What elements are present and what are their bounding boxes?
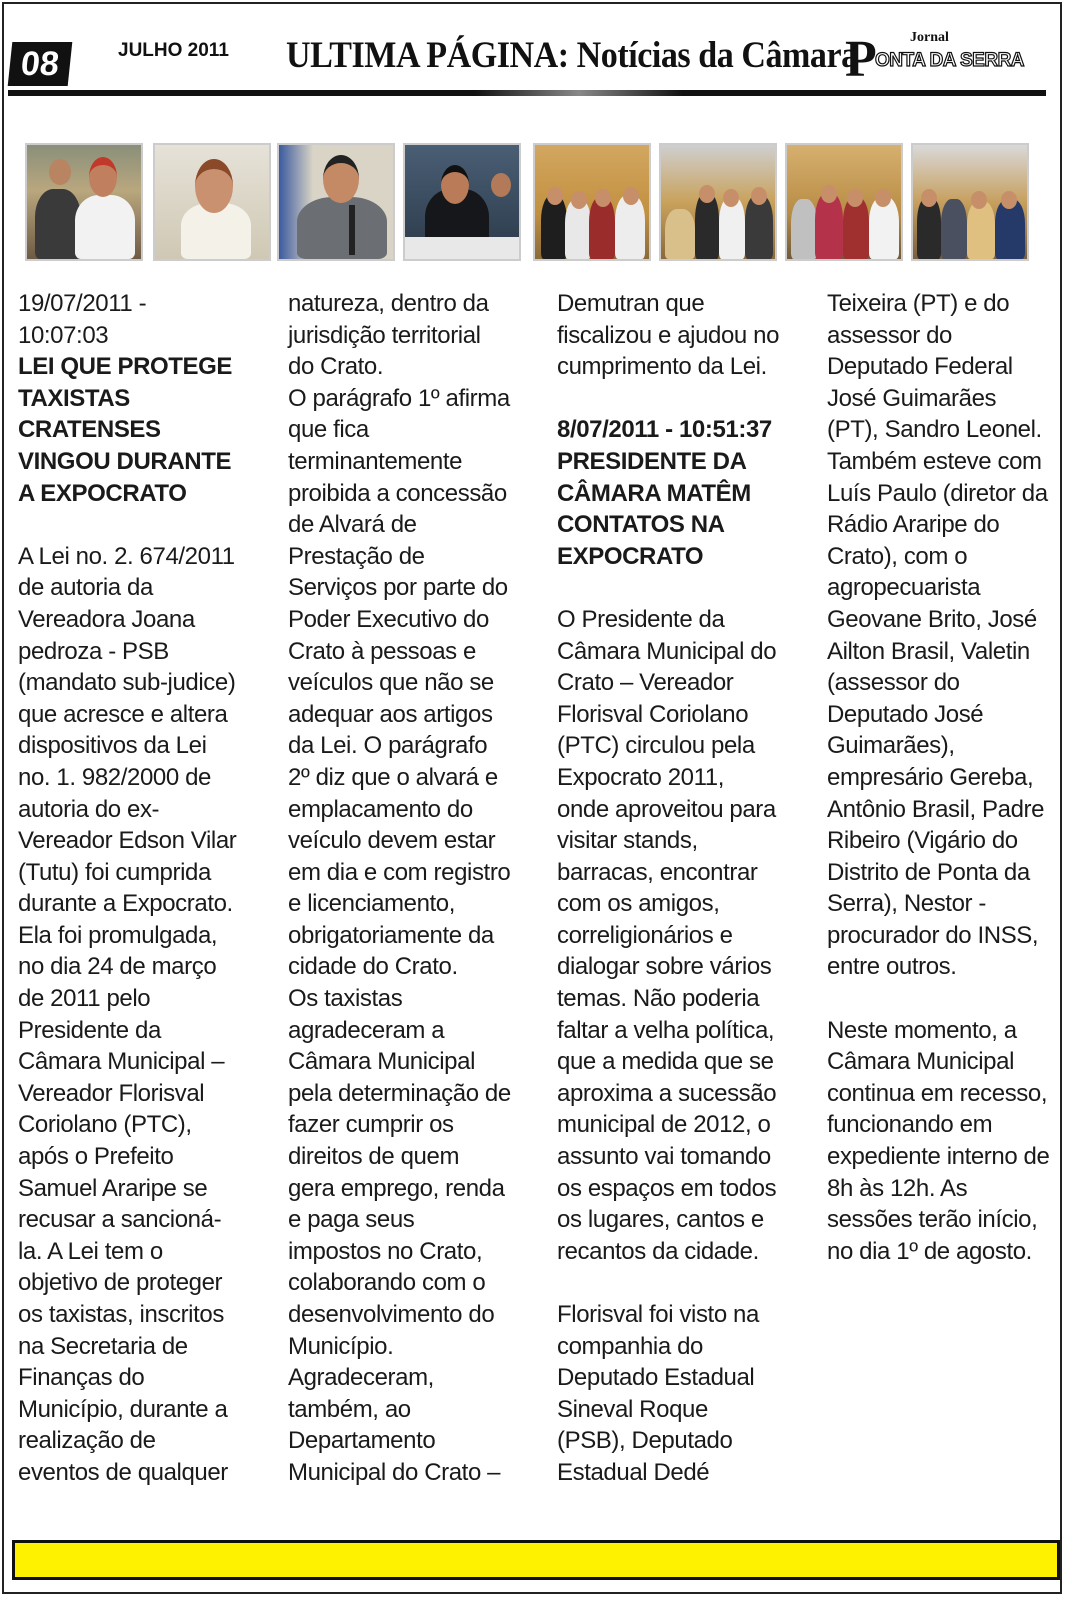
logo-name: ONTA DA SERRA <box>875 50 1025 71</box>
article-text-line: O parágrafo 1º afirma <box>288 384 510 412</box>
article-text-line: funcionando em <box>827 1111 993 1139</box>
article-text-line: emplacamento do <box>288 795 473 823</box>
article-text-line: Neste momento, a <box>827 1016 1017 1044</box>
paragraph-gap <box>557 1267 807 1299</box>
article-heading-line: LEI QUE PROTEGE <box>18 353 233 381</box>
article-text-line: temas. Não poderia <box>557 985 760 1013</box>
newspaper-logo <box>845 30 1025 90</box>
article-text-line: com os amigos, <box>557 890 720 918</box>
article-text-line: correligionários e <box>557 921 733 949</box>
logo-jornal-label: Jornal <box>910 30 949 45</box>
article-text-line: Também esteve com <box>827 447 1042 475</box>
article-text-line: (Tutu) foi cumprida <box>18 858 211 886</box>
article-heading-line: EXPOCRATO <box>557 542 704 570</box>
article-text-line: direitos de quem <box>288 1143 460 1171</box>
article-text-line: veículos que não se <box>288 669 494 697</box>
article-text-line: Câmara Municipal do <box>557 637 777 665</box>
article-text-line: em dia e com registro <box>288 858 511 886</box>
article-text-line: Vereador Florisval <box>18 1079 205 1107</box>
article-text-line: Geovane Brito, José <box>827 605 1037 633</box>
footer-bar <box>12 1540 1060 1580</box>
photo-group-at-stand <box>911 143 1029 261</box>
photo-group-at-stand <box>659 143 777 261</box>
article-text-line: Câmara Municipal <box>288 1048 476 1076</box>
article-text-line: Departamento <box>288 1427 436 1455</box>
article-text-line: continua em recesso, <box>827 1079 1048 1107</box>
article-text-line: Teixeira (PT) e do <box>827 290 1010 317</box>
article-text-line: gera emprego, renda <box>288 1174 505 1202</box>
article-text-line: de autoria da <box>18 574 153 602</box>
article-text-line: que acresce e altera <box>18 700 228 728</box>
article-text-line: do Crato. <box>288 353 384 381</box>
article-text-line: municipal de 2012, o <box>557 1111 771 1139</box>
article-text-line: 2º diz que o alvará e <box>288 763 498 791</box>
header-rule <box>8 90 1046 96</box>
article-text-line: Florisval foi visto na <box>557 1301 759 1328</box>
article-text-line: Sineval Roque <box>557 1395 708 1423</box>
article-text-line: Presidente da <box>18 1016 161 1044</box>
article-text-line: onde aproveitou para <box>557 795 776 823</box>
issue-date: JULHO 2011 <box>118 40 229 61</box>
article-text-line: adequar aos artigos <box>288 700 493 728</box>
article-text-line: Os taxistas <box>288 985 403 1013</box>
article-text-line: recantos da cidade. <box>557 1237 759 1265</box>
paragraph-gap <box>827 983 1068 1015</box>
article-text-line: cumprimento da Lei. <box>557 353 767 381</box>
article-text-line: barracas, encontrar <box>557 858 758 886</box>
paragraph-gap <box>557 383 807 415</box>
article-text-line: obrigatoriamente da <box>288 921 494 949</box>
article-text-line: jurisdição territorial <box>288 321 481 349</box>
article-text-line: desenvolvimento do <box>288 1301 495 1328</box>
photo-strip <box>25 143 1045 261</box>
article-text-line: Serra), Nestor - <box>827 890 986 918</box>
article-text-line: aproxima a sucessão <box>557 1079 777 1107</box>
paragraph-gap <box>18 509 268 541</box>
article-text-line: Ela foi promulgada, <box>18 921 218 949</box>
article-text-line: (assessor do <box>827 669 960 697</box>
article-text-line: Serviços por parte do <box>288 574 508 602</box>
page-number: 08 <box>8 42 73 86</box>
article-heading-line: VINGOU DURANTE <box>18 447 232 475</box>
article-heading-line: CRATENSES <box>18 416 161 444</box>
article-text-line: Coriolano (PTC), <box>18 1111 192 1139</box>
article-text-line: de Alvará de <box>288 511 417 539</box>
article-text-line: Deputado José <box>827 700 984 728</box>
article-text-line: Município, durante a <box>18 1395 228 1423</box>
article-text-line: pela determinação de <box>288 1079 511 1107</box>
article-text-line: Deputado Estadual <box>557 1364 755 1392</box>
article-text-line: A Lei no. 2. 674/2011 <box>18 542 235 570</box>
paragraph-gap <box>557 572 807 604</box>
article-text-line: os espaços em todos <box>557 1174 777 1202</box>
article-text-line: no. 1. 982/2000 de <box>18 763 211 791</box>
article-text-line: Vereadora Joana <box>18 605 195 633</box>
article-text-line: colaborando com o <box>288 1269 486 1297</box>
article-text-line: Antônio Brasil, Padre <box>827 795 1045 823</box>
article-text-line: dispositivos da Lei <box>18 732 207 760</box>
article-heading-line: A EXPOCRATO <box>18 479 187 507</box>
article-text-line: Câmara Municipal <box>827 1048 1015 1076</box>
article-text-line: (PT), Sandro Leonel. <box>827 416 1042 444</box>
article-text-line: Câmara Municipal – <box>18 1048 225 1076</box>
photo-man-speaking-at-microphone <box>277 143 395 261</box>
article-text-line: José Guimarães <box>827 384 997 412</box>
article-text-line: (PSB), Deputado <box>557 1427 733 1455</box>
article-text-line: recusar a sancioná- <box>18 1206 222 1234</box>
article-column-1 <box>18 288 268 1489</box>
article-text-line: Expocrato 2011, <box>557 763 725 791</box>
article-text-line: agradeceram a <box>288 1016 445 1044</box>
article-text-line: Florisval Coriolano <box>557 700 749 728</box>
article-text-line: e paga seus <box>288 1206 415 1234</box>
article-text-line: Rádio Araripe do <box>827 511 1000 539</box>
article-text-line: natureza, dentro da <box>288 290 489 317</box>
article-text-line: Poder Executivo do <box>288 605 489 633</box>
article-text-line: Agradeceram, <box>288 1364 434 1392</box>
article-text-line: 19/07/2011 - <box>18 290 147 317</box>
article-text-line: no dia 24 de março <box>18 953 217 981</box>
page-headline: ULTIMA PÁGINA: Notícias da Câmara <box>286 35 858 76</box>
article-text-line: assunto vai tomando <box>557 1143 771 1171</box>
photo-group-at-stand <box>533 143 651 261</box>
article-text-line: Municipal do Crato – <box>288 1458 501 1486</box>
article-text-line: faltar a velha política, <box>557 1016 775 1044</box>
article-text-line: Luís Paulo (diretor da <box>827 479 1048 507</box>
article-text-line: Demutran que <box>557 290 705 317</box>
article-text-line: entre outros. <box>827 953 957 981</box>
article-text-line: após o Prefeito <box>18 1143 174 1171</box>
article-text-line: autoria do ex- <box>18 795 160 823</box>
logo-initial: P <box>845 31 877 88</box>
photo-group-at-stand <box>785 143 903 261</box>
article-text-line: cidade do Crato. <box>288 953 458 981</box>
article-text-line: Ribeiro (Vigário do <box>827 827 1018 855</box>
article-text-line: assessor do <box>827 321 952 349</box>
article-text-line: pedroza - PSB <box>18 637 169 665</box>
article-heading-line: CÂMARA MATÊM <box>557 479 751 507</box>
article-text-line: companhia do <box>557 1332 703 1360</box>
article-text-line: realização de <box>18 1427 156 1455</box>
article-text-line: terminantemente <box>288 447 463 475</box>
photo-two-women-at-desk <box>25 143 143 261</box>
article-text-line: objetivo de proteger <box>18 1269 223 1297</box>
article-text-line: sessões terão início, <box>827 1206 1038 1234</box>
article-text-line: que fica <box>288 416 369 444</box>
article-text-line: que a medida que se <box>557 1048 774 1076</box>
article-text-line: os lugares, cantos e <box>557 1206 764 1234</box>
article-text-line: Prestação de <box>288 542 425 570</box>
article-text-line: dialogar sobre vários <box>557 953 772 981</box>
article-text-line: no dia 1º de agosto. <box>827 1237 1032 1265</box>
article-text-line: durante a Expocrato. <box>18 890 233 918</box>
article-text-line: Estadual Dedé <box>557 1458 710 1486</box>
article-text-line: e licenciamento, <box>288 890 456 918</box>
article-column-4 <box>827 288 1068 1267</box>
article-text-line: proibida a concessão <box>288 479 507 507</box>
article-text-line: 10:07:03 <box>18 321 109 349</box>
article-text-line: Crato), com o <box>827 542 968 570</box>
article-text-line: Crato – Vereador <box>557 669 734 697</box>
article-text-line: Crato à pessoas e <box>288 637 476 665</box>
article-text-line: Guimarães), <box>827 732 955 760</box>
article-text-line: na Secretaria de <box>18 1332 188 1360</box>
article-text-line: agropecuarista <box>827 574 981 602</box>
article-text-line: procurador do INSS, <box>827 921 1039 949</box>
article-heading-line: TAXISTAS <box>18 384 130 412</box>
article-text-line: Município. <box>288 1332 394 1360</box>
article-heading-line: 8/07/2011 - 10:51:37 <box>557 416 772 444</box>
article-text-line: impostos no Crato, <box>288 1237 483 1265</box>
photo-woman-portrait <box>153 143 271 261</box>
article-text-line: Finanças do <box>18 1364 145 1392</box>
article-text-line: de 2011 pelo <box>18 985 151 1013</box>
article-text-line: (mandato sub-judice) <box>18 669 236 697</box>
article-text-line: empresário Gereba, <box>827 763 1034 791</box>
article-text-line: também, ao <box>288 1395 411 1423</box>
article-text-line: Samuel Araripe se <box>18 1174 208 1202</box>
article-text-line: 8h às 12h. As <box>827 1174 968 1202</box>
article-text-line: eventos de qualquer <box>18 1458 228 1486</box>
article-text-line: Vereador Edson Vilar <box>18 827 237 855</box>
article-text-line: Distrito de Ponta da <box>827 858 1030 886</box>
article-text-line: veículo devem estar <box>288 827 496 855</box>
article-text-line: visitar stands, <box>557 827 698 855</box>
article-text-line: os taxistas, inscritos <box>18 1301 224 1328</box>
article-text-line: la. A Lei tem o <box>18 1237 163 1265</box>
article-text-line: Ailton Brasil, Valetin <box>827 637 1030 665</box>
article-column-2 <box>288 288 538 1489</box>
photo-man-in-suit-at-table <box>403 143 521 261</box>
article-text-line: fiscalizou e ajudou no <box>557 321 780 349</box>
article-text-line: expediente interno de <box>827 1143 1050 1171</box>
article-text-line: Deputado Federal <box>827 353 1013 381</box>
article-text-line: (PTC) circulou pela <box>557 732 755 760</box>
article-text-line: O Presidente da <box>557 605 725 633</box>
article-text-line: da Lei. O parágrafo <box>288 732 488 760</box>
article-text-line: fazer cumprir os <box>288 1111 454 1139</box>
article-column-3 <box>557 288 807 1489</box>
article-heading-line: PRESIDENTE DA <box>557 447 747 475</box>
article-heading-line: CONTATOS NA <box>557 511 725 539</box>
